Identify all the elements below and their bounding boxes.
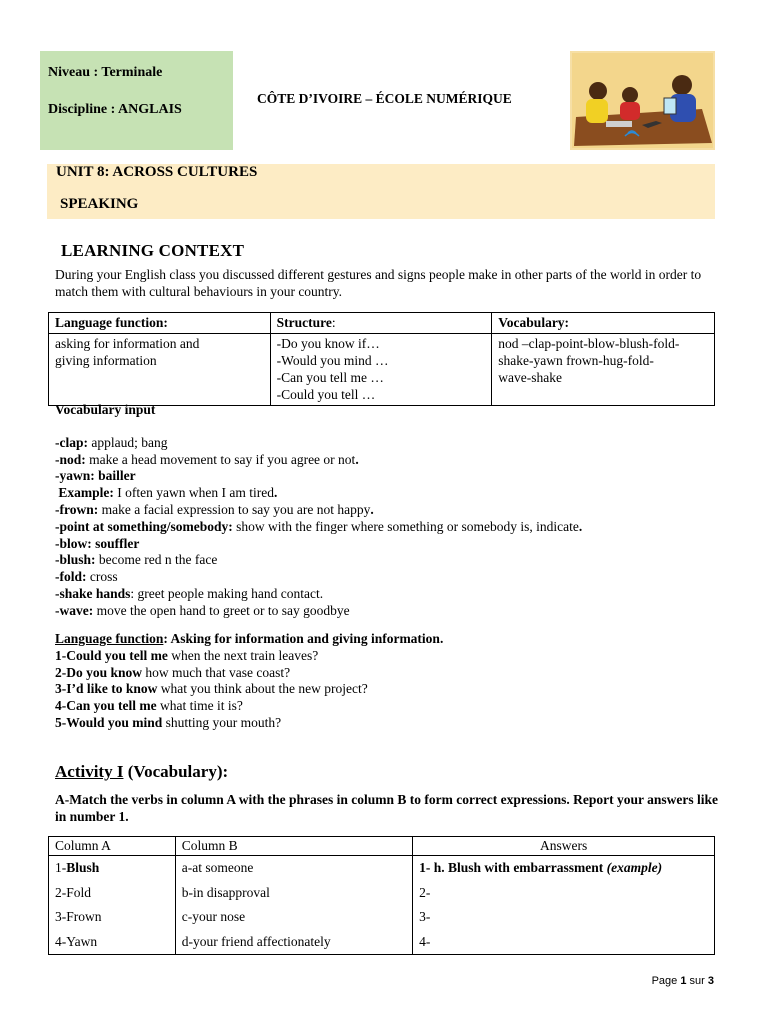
answer-cell[interactable]: 2-: [413, 881, 715, 906]
answer-cell[interactable]: 3-: [413, 905, 715, 930]
activity-instruction: A-Match the verbs in column A with the phrases in column B to form correct expressions. Report your answers like in number 1.: [55, 792, 718, 824]
header-answers: Answers: [413, 837, 715, 856]
column-a-cell: 4-Yawn: [49, 930, 176, 955]
list-item: 5-Would you mind shutting your mouth?: [55, 714, 282, 730]
list-item: 3-I’d like to know what you think about the new project?: [55, 681, 368, 697]
column-a-cell: 1-Blush: [49, 856, 176, 881]
column-b-cell: b-in disapproval: [175, 881, 412, 906]
list-item: -nod: make a head movement to say if you agree or not.: [55, 451, 359, 467]
list-item: 1-Could you tell me when the next train leaves?: [55, 647, 319, 663]
header-language-function: Language function:: [49, 313, 271, 334]
header-vocabulary: Vocabulary:: [492, 313, 715, 334]
header-column-b: Column B: [175, 837, 412, 856]
unit-banner: [47, 164, 715, 219]
table-row: [49, 856, 715, 881]
list-item: -shake hands: greet people making hand contact.: [55, 585, 324, 601]
answer-cell[interactable]: 4-: [413, 930, 715, 955]
activity-title: Activity I (Vocabulary):: [55, 762, 229, 781]
level-label: Niveau : Terminale: [48, 65, 163, 80]
level-discipline-box: [40, 51, 233, 150]
table-header-row: [49, 837, 715, 856]
list-item: -fold: cross: [55, 569, 118, 585]
list-item: -blow: souffler: [55, 535, 140, 551]
page-number: Page 1 sur 3: [651, 975, 714, 987]
table-row: [49, 905, 715, 930]
table-row: [49, 930, 715, 955]
vocabulary-input-title: Vocabulary input: [55, 402, 156, 417]
learning-context-title: LEARNING CONTEXT: [61, 241, 245, 260]
vocabulary-input-section: [55, 402, 735, 620]
table-header-row: [49, 313, 715, 334]
list-item: -point at something/somebody: show with the finger where something or somebody is, indicate.: [55, 518, 583, 534]
list-item: -frown: make a facial expression to say you are not happy.: [55, 501, 374, 517]
answer-cell: 1- h. Blush with embarrassment (example): [413, 856, 715, 881]
unit-title: UNIT 8: ACROSS CULTURES: [56, 164, 258, 180]
language-function-heading: Language function: Asking for information and giving information.: [55, 631, 444, 646]
table-row: [49, 334, 715, 406]
unit-subtitle: SPEAKING: [60, 196, 139, 212]
column-a-cell: 2-Fold: [49, 881, 176, 906]
list-item: Example: I often yawn when I am tired.: [55, 485, 278, 501]
list-item: -wave: move the open hand to greet or to say goodbye: [55, 602, 350, 618]
header-structure: Structure:: [270, 313, 492, 334]
list-item: -blush: become red n the face: [55, 552, 218, 568]
function-cell: asking for information and giving information: [49, 334, 271, 406]
learning-context-paragraph: During your English class you discussed different gestures and signs people make in other parts of the world in order to match them with cultural behaviours in your country.: [55, 267, 702, 299]
list-item: 2-Do you know how much that vase coast?: [55, 664, 291, 680]
header-column-a: Column A: [49, 837, 176, 856]
language-function-section: [55, 631, 443, 732]
language-function-table: [48, 312, 715, 406]
school-title: CÔTE D’IVOIRE – ÉCOLE NUMÉRIQUE: [257, 91, 512, 106]
list-item: -clap: applaud; bang: [55, 434, 168, 450]
matching-table: [48, 836, 715, 955]
column-b-cell: d-your friend affectionately: [175, 930, 412, 955]
column-a-cell: 3-Frown: [49, 905, 176, 930]
discipline-label: Discipline : ANGLAIS: [48, 102, 182, 117]
column-b-cell: c-your nose: [175, 905, 412, 930]
column-b-cell: a-at someone: [175, 856, 412, 881]
vocabulary-cell: nod –clap-point-blow-blush-fold- shake-yawn frown-hug-fold- wave-shake: [492, 334, 715, 406]
structure-cell: -Do you know if… -Would you mind … -Can you tell me … -Could you tell …: [270, 334, 492, 406]
list-item: 4-Can you tell me what time it is?: [55, 698, 243, 714]
list-item: -yawn: bailler: [55, 468, 136, 484]
classroom-illustration: [570, 51, 715, 150]
table-row: [49, 881, 715, 906]
